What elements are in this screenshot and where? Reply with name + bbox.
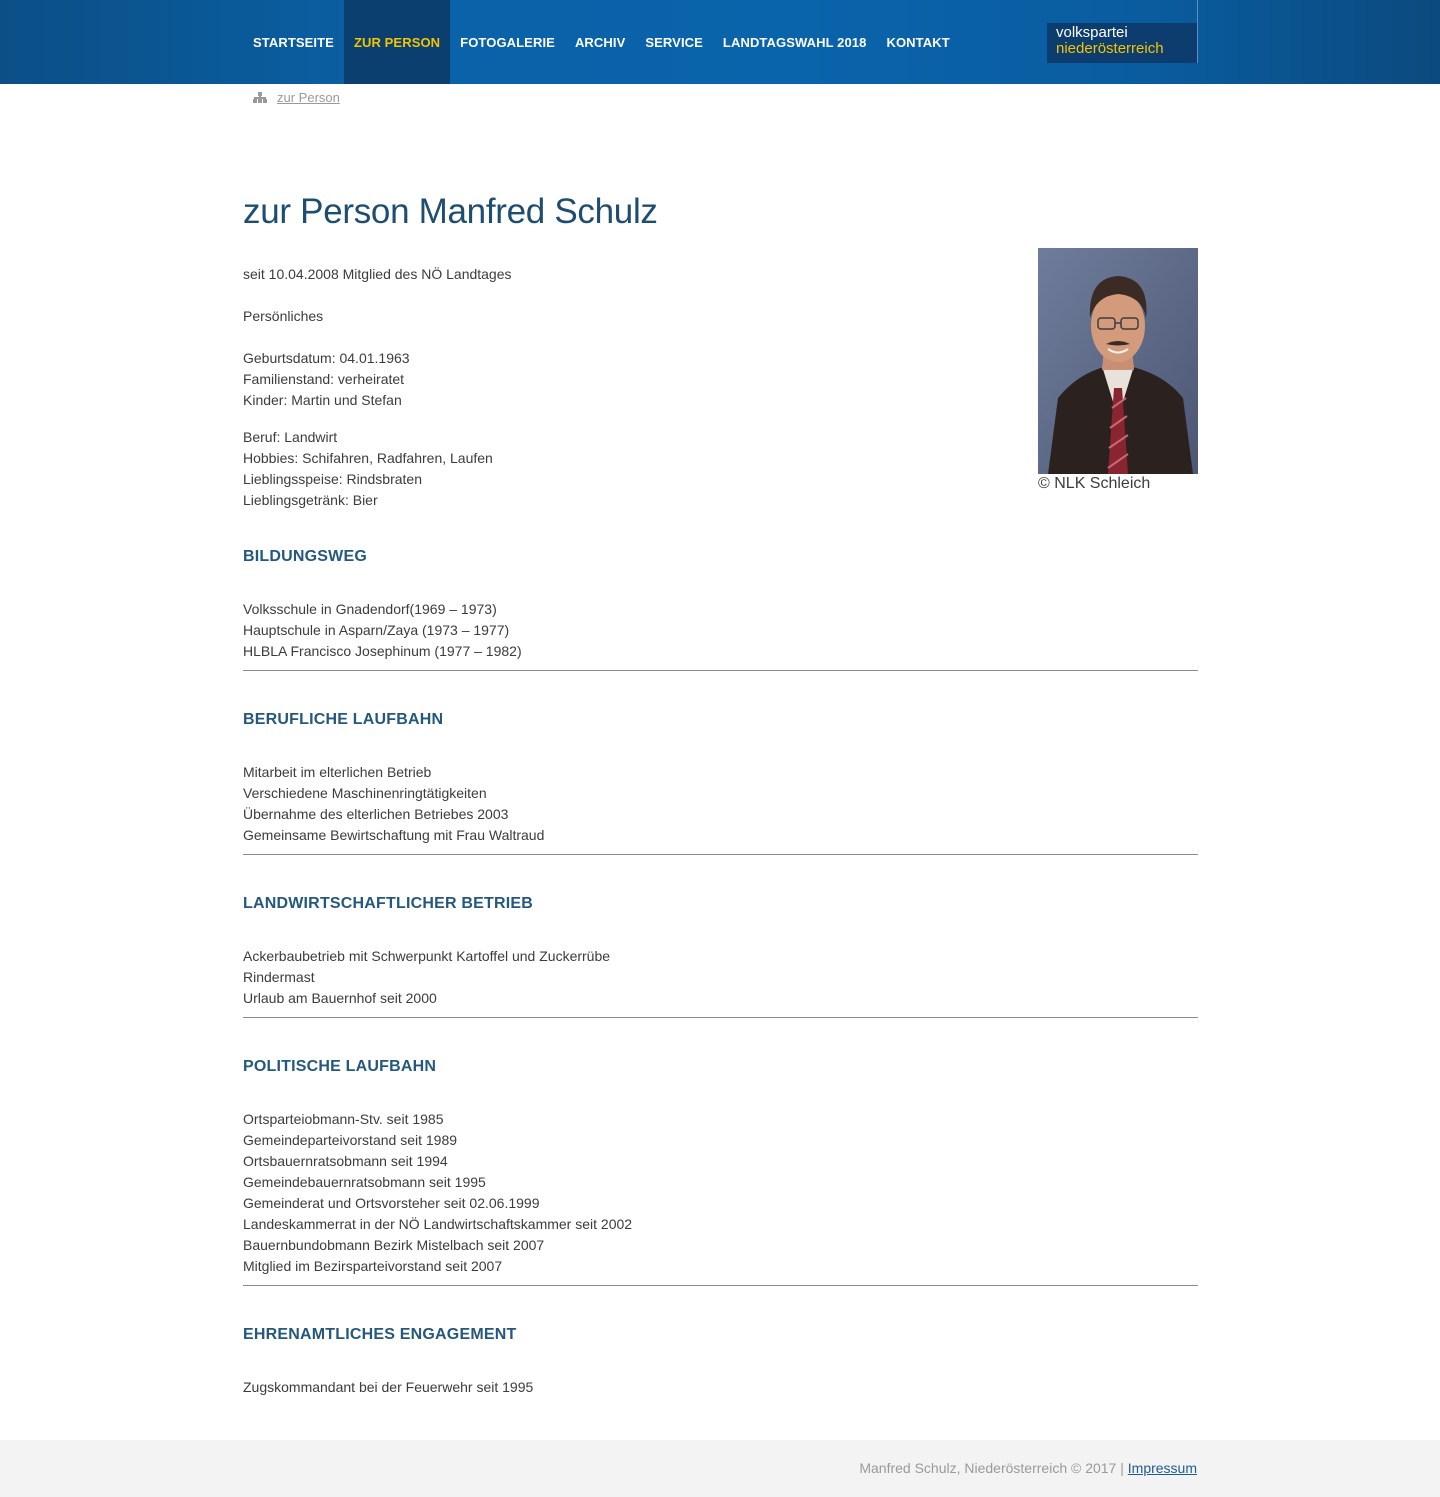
nav-zur-person[interactable]: ZUR PERSON [344,0,450,84]
member-since-text: seit 10.04.2008 Mitglied des NÖ Landtages [243,266,512,282]
personal-line: Kinder: Martin und Stefan [243,392,402,408]
page-title: zur Person Manfred Schulz [243,192,658,231]
section-title: POLITISCHE LAUFBAHN [243,1058,437,1075]
section-title: LANDWIRTSCHAFTLICHER BETRIEB [243,895,534,912]
section-berufliche-laufbahn [243,710,1198,855]
section-landwirtschaftlicher-betrieb [243,894,1198,1018]
logo-line-2: niederösterreich [1056,40,1164,57]
party-logo[interactable] [1047,23,1197,63]
nav-fotogalerie[interactable]: FOTOGALERIE [460,34,555,50]
section-lines [243,599,1198,662]
section-line: HLBLA Francisco Josephinum (1977 – 1982) [243,643,522,659]
section-line: Hauptschule in Asparn/Zaya (1973 – 1977) [243,622,510,638]
section-politische-laufbahn [243,1057,1198,1286]
footer-copyright: Manfred Schulz, Niederösterreich © 2017 | [859,1460,1128,1476]
section-lines [243,762,1198,846]
section-line: Ortsparteiobmann-Stv. seit 1985 [243,1111,444,1127]
nav-kontakt[interactable]: KONTAKT [886,34,950,50]
section-line: Volksschule in Gnadendorf(1969 – 1973) [243,601,497,617]
section-lines [243,1109,1198,1277]
logo-divider [1197,0,1198,63]
section-lines [243,946,1198,1009]
section-line: Gemeindebauernratsobmann seit 1995 [243,1174,486,1190]
photo-caption: © NLK Schleich [1038,475,1151,492]
section-line: Mitarbeit im elterlichen Betrieb [243,764,432,780]
personal-line: Beruf: Landwirt [243,429,338,445]
section-line: Gemeindeparteivorstand seit 1989 [243,1132,458,1148]
personal-line: Lieblingsspeise: Rindsbraten [243,471,422,487]
section-divider [243,854,1198,855]
section-line: Gemeinderat und Ortsvorsteher seit 02.06.1999 [243,1195,540,1211]
section-divider [243,1017,1198,1018]
personal-group-1 [243,348,512,411]
section-ehrenamtliches-engagement [243,1325,1198,1398]
site-footer [0,1440,1440,1497]
section-title: BERUFLICHE LAUFBAHN [243,711,444,728]
logo-line-1: volkspartei [1056,24,1128,41]
portrait-figure [1038,248,1198,493]
nav-archiv[interactable]: ARCHIV [574,34,626,50]
section-line: Mitglied im Bezirsparteivorstand seit 2007 [243,1258,503,1274]
personal-line: Lieblingsgetränk: Bier [243,492,378,508]
section-bildungsweg [243,547,1198,671]
personal-line: Geburtsdatum: 04.01.1963 [243,350,410,366]
nav-service[interactable]: SERVICE [645,34,703,50]
section-line: Urlaub am Bauernhof seit 2000 [243,990,437,1006]
main-content [243,190,1198,1395]
footer-text [859,1460,1197,1476]
section-lines [243,1377,1198,1398]
personal-heading: Persönliches [243,308,324,324]
section-line: Gemeinsame Bewirtschaftung mit Frau Waltraud [243,827,545,843]
section-line: Landeskammerrat in der NÖ Landwirtschaftskammer seit 2002 [243,1216,633,1232]
personal-group-2 [243,427,512,511]
section-line: Verschiedene Maschinenringtätigkeiten [243,785,487,801]
section-line: Ackerbaubetrieb mit Schwerpunkt Kartoffel und Zuckerrübe [243,948,611,964]
impressum-link[interactable]: Impressum [1127,1460,1197,1476]
intro-block [243,264,512,511]
site-header [0,0,1440,84]
main-nav [243,0,960,84]
personal-line: Hobbies: Schifahren, Radfahren, Laufen [243,450,493,466]
section-divider [243,670,1198,671]
section-line: Rindermast [243,969,315,985]
nav-startseite[interactable]: STARTSEITE [253,34,334,50]
section-line: Übernahme des elterlichen Betriebes 2003 [243,806,509,822]
section-line: Bauernbundobmann Bezirk Mistelbach seit 2007 [243,1237,545,1253]
nav-landtagswahl-2018[interactable]: LANDTAGSWAHL 2018 [722,34,867,50]
section-title: BILDUNGSWEG [243,548,367,565]
section-title: EHRENAMTLICHES ENGAGEMENT [243,1326,517,1343]
personal-line: Familienstand: verheiratet [243,371,405,387]
section-line: Ortsbauernratsobmann seit 1994 [243,1153,448,1169]
section-line: Zugskommandant bei der Feuerwehr seit 1995 [243,1379,534,1395]
sitemap-icon [253,92,267,104]
breadcrumb-link-zur-person[interactable]: zur Person [277,90,340,105]
breadcrumb [253,90,340,105]
section-divider [243,1285,1198,1286]
portrait-photo [1038,248,1198,474]
